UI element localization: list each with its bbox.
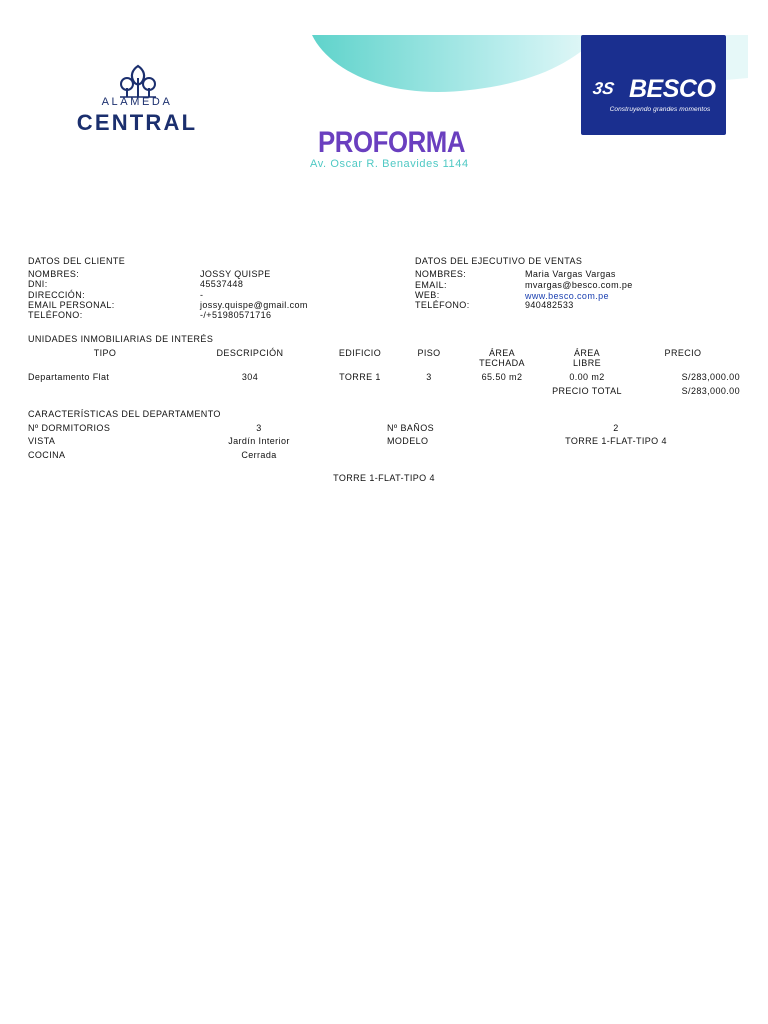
alameda-logo-bottom-word: CENTRAL [76,110,198,135]
page-title: PROFORMA [318,126,466,159]
units-section-heading: UNIDADES INMOBILIARIAS DE INTERÉS [28,334,214,344]
client-value-nombres: JOSSY QUISPE [200,269,271,279]
executive-label-web: WEB: [415,290,440,300]
besco-logo [581,35,726,135]
view-label: VISTA [28,436,56,446]
tree-icon [118,64,158,98]
bedrooms-value: 3 [256,423,262,433]
executive-value-nombres: Maria Vargas Vargas [525,269,616,279]
units-col-tipo: TIPO [93,348,117,358]
alameda-logo-top-word: ALAMEDA [101,96,173,108]
executive-section-heading: DATOS DEL EJECUTIVO DE VENTAS [415,256,583,266]
total-price-label: PRECIO TOTAL [552,386,622,396]
total-price-value: S/283,000.00 [681,386,740,396]
bathrooms-value: 2 [613,423,619,433]
client-value-dni: 45537448 [200,279,244,289]
executive-label-telefono: TELÉFONO: [415,300,470,310]
client-label-nombres: NOMBRES: [28,269,80,279]
project-address: Av. Oscar R. Benavides 1144 [310,158,469,170]
units-col-area-libre-line1: ÁREA [573,348,601,358]
kitchen-label: COCINA [28,450,66,460]
client-value-direccion: - [200,290,204,300]
units-col-piso: PISO [417,348,441,358]
features-section-heading: CARACTERÍSTICAS DEL DEPARTAMENTO [28,409,221,419]
kitchen-value: Cerrada [241,450,277,460]
unit-edificio: TORRE 1 [339,372,381,382]
footer-model-caption: TORRE 1-FLAT-TIPO 4 [333,473,435,483]
client-label-dni: DNI: [28,279,48,289]
client-value-telefono: -/+51980571716 [200,310,272,320]
besco-mark-icon: 3S [591,79,616,98]
besco-brand-name: BESCO [629,75,716,103]
unit-area-techada: 65.50 m2 [481,372,523,382]
model-label: MODELO [387,436,429,446]
units-col-area-techada-line1: ÁREA [488,348,516,358]
units-col-area-libre-line2: LIBRE [572,358,601,368]
unit-tipo: Departamento Flat [28,372,110,382]
view-value: Jardín Interior [228,436,290,446]
executive-web-link[interactable]: www.besco.com.pe [525,291,609,301]
besco-tagline: Construyendo grandes momentos [609,106,711,113]
executive-value-telefono: 940482533 [525,300,574,310]
unit-precio: S/283,000.00 [681,372,740,382]
executive-value-email: mvargas@besco.com.pe [525,280,633,290]
client-label-email: EMAIL PERSONAL: [28,300,115,310]
units-col-area-techada-line2: TECHADA [479,358,525,368]
units-col-edificio: EDIFICIO [338,348,382,358]
unit-area-libre: 0.00 m2 [569,372,605,382]
client-value-email: jossy.quispe@gmail.com [200,300,308,310]
units-col-descripcion: DESCRIPCIÓN [216,348,284,358]
bedrooms-label: Nº DORMITORIOS [28,423,111,433]
client-label-direccion: DIRECCIÓN: [28,290,86,300]
client-label-telefono: TELÉFONO: [28,310,83,320]
unit-piso: 3 [426,372,432,382]
model-value: TORRE 1-FLAT-TIPO 4 [565,436,667,446]
executive-label-email: EMAIL: [415,280,447,290]
units-col-precio: PRECIO [664,348,702,358]
alameda-central-logo [70,64,204,140]
executive-label-nombres: NOMBRES: [415,269,467,279]
bathrooms-label: Nº BAÑOS [387,423,434,433]
client-section-heading: DATOS DEL CLIENTE [28,256,126,266]
unit-descripcion: 304 [241,372,259,382]
